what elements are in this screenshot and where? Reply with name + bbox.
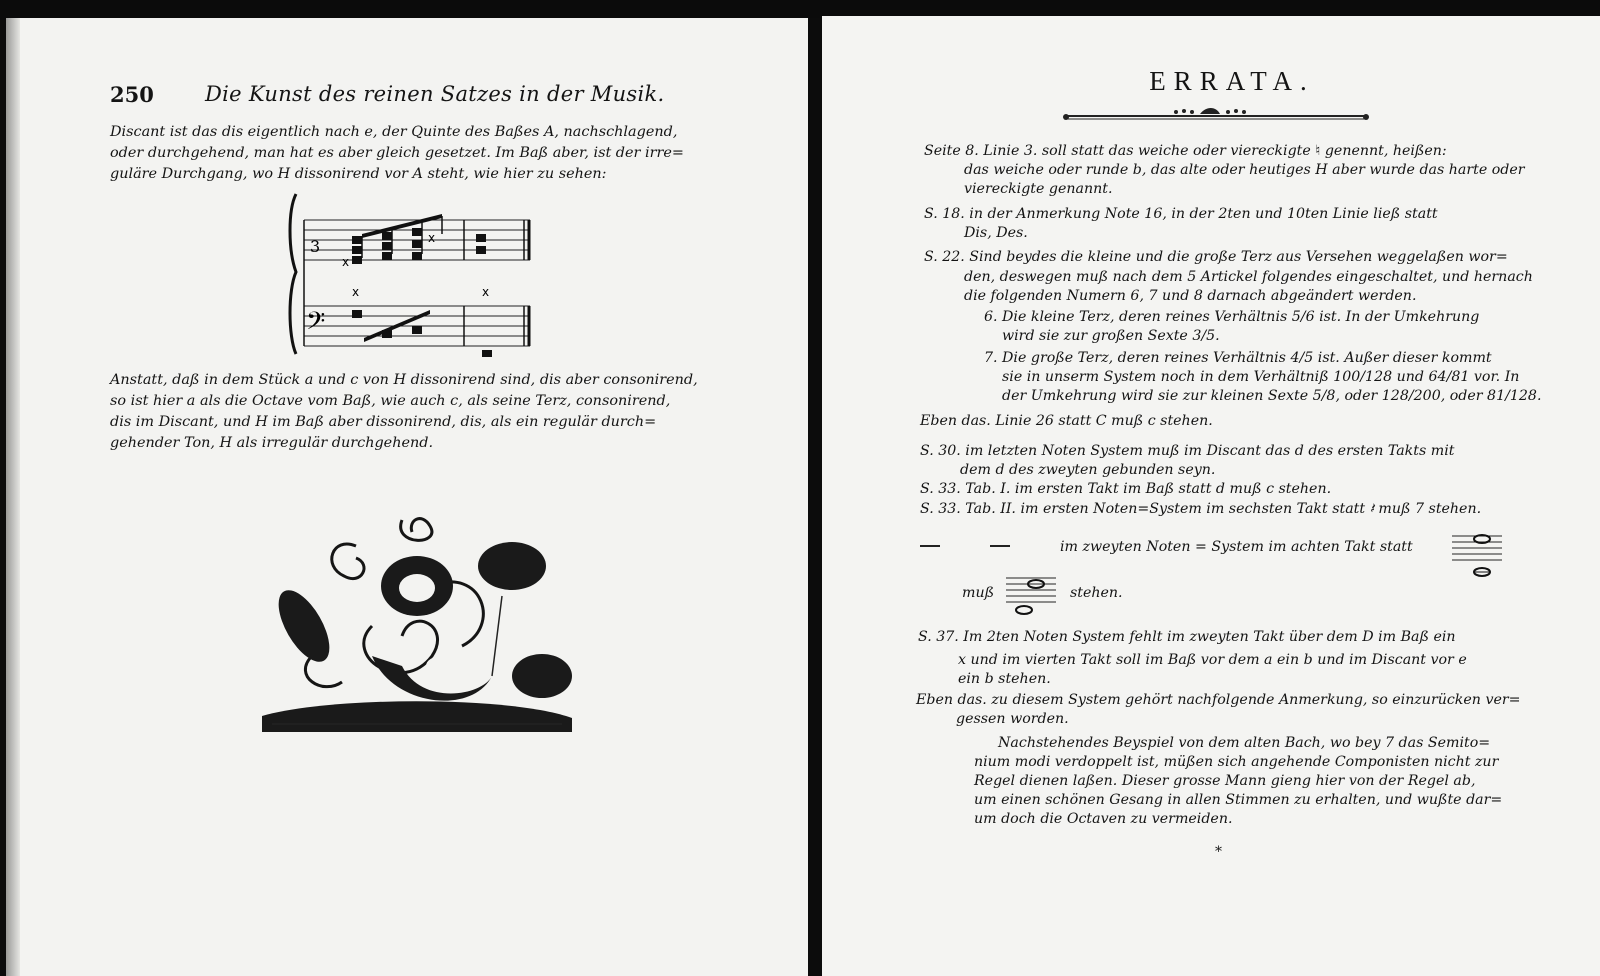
left-paragraph-1 xyxy=(110,122,684,185)
ditto-dash xyxy=(990,545,1010,547)
title-ornament-rule xyxy=(1060,104,1372,124)
errata-line: gessen worden. xyxy=(956,711,1069,727)
errata-line: um einen schönen Gesang in allen Stimmen zu erhalten, und wußte dar= xyxy=(974,792,1503,808)
errata-line: S. 33. Tab. II. im ersten Noten=System im sechsten Takt statt 𝄽 muß 7 stehen. xyxy=(920,501,1482,517)
errata-title: ERRATA. xyxy=(1149,66,1315,96)
book-gutter xyxy=(808,18,822,976)
errata-line: Nachstehendes Beyspiel von dem alten Bach, wo bey 7 das Semito= xyxy=(998,735,1491,751)
errata-line: ein b stehen. xyxy=(958,671,1051,687)
errata-line: S. 30. im letzten Noten System muß im Discant das d des ersten Takts mit xyxy=(920,443,1455,459)
errata-line: Eben das. zu diesem System gehört nachfolgende Anmerkung, so einzurücken ver= xyxy=(916,692,1521,708)
errata-line: S. 37. Im 2ten Noten System fehlt im zweyten Takt über dem D im Baß ein xyxy=(918,629,1456,645)
text-line: dis im Discant, und H im Baß aber dissonirend, dis, als ein regulär durch= xyxy=(110,414,657,430)
errata-line: Regel dienen laßen. Dieser grosse Mann gieng hier von der Regel ab, xyxy=(974,773,1476,789)
text-line: Anstatt, daß in dem Stück a und c von H dissonirend sind, dis aber consonirend, xyxy=(110,372,698,388)
errata-line: wird sie zur großen Sexte 3/5. xyxy=(1002,328,1220,344)
errata-line: dem d des zweyten gebunden seyn. xyxy=(960,462,1216,478)
sharp-mark: x xyxy=(342,255,350,269)
time-signature: 3 xyxy=(310,237,321,256)
errata-line: den, deswegen muß nach dem 5 Artickel folgendes eingeschaltet, und hernach xyxy=(964,269,1533,285)
errata-line: um doch die Octaven zu vermeiden. xyxy=(974,811,1233,827)
running-head xyxy=(110,82,665,114)
errata-line: muß xyxy=(962,585,995,601)
errata-line: Dis, Des. xyxy=(964,225,1028,241)
page-number: 250 xyxy=(110,82,154,107)
errata-line: Eben das. Linie 26 statt C muß c stehen. xyxy=(920,413,1213,429)
errata-line: sie in unserm System noch in dem Verhältniß 100/128 und 64/81 vor. In xyxy=(1002,369,1520,385)
text-line: so ist hier a als die Octave vom Baß, wie auch c, als seine Terz, consonirend, xyxy=(110,393,671,409)
errata-line: x und im vierten Takt soll im Baß vor dem a ein b und im Discant vor e xyxy=(958,652,1467,668)
left-page xyxy=(6,18,808,976)
errata-line: viereckigte genannt. xyxy=(964,181,1113,197)
text-line: gehender Ton, H als irregulär durchgehend. xyxy=(110,435,434,451)
notation-snippet xyxy=(1452,528,1502,578)
sharp-mark: x xyxy=(352,285,360,299)
errata-line: der Umkehrung wird sie zur kleinen Sexte 5/8, oder 128/200, oder 81/128. xyxy=(1002,388,1542,404)
errata-line: S. 18. in der Anmerkung Note 16, in der 2ten und 10ten Linie ließ statt xyxy=(924,206,1438,222)
left-page-edge xyxy=(6,18,20,976)
left-paragraph-2 xyxy=(110,370,698,454)
sharp-mark: x xyxy=(482,285,490,299)
errata-line: das weiche oder runde b, das alte oder heutiges H aber wurde das harte oder xyxy=(964,162,1525,178)
errata-line: stehen. xyxy=(1070,585,1123,601)
errata-line: nium modi verdoppelt ist, müßen sich angehende Componisten nicht zur xyxy=(974,754,1499,770)
text-line: Discant ist das dis eigentlich nach e, der Quinte des Baßes A, nachschlagend, xyxy=(110,124,678,140)
errata-line: 7. Die große Terz, deren reines Verhältnis 4/5 ist. Außer dieser kommt xyxy=(984,350,1492,366)
right-page xyxy=(822,16,1600,976)
errata-line: im zweyten Noten = System im achten Takt statt xyxy=(1060,539,1413,555)
rococo-vignette-ornament xyxy=(252,506,582,742)
notation-snippet xyxy=(1006,572,1056,616)
closing-asterisk: * xyxy=(1215,844,1222,860)
text-line: oder durchgehend, man hat es aber gleich gesetzet. Im Baß aber, ist der irre= xyxy=(110,145,684,161)
errata-line: S. 33. Tab. I. im ersten Takt im Baß statt d muß c stehen. xyxy=(920,481,1332,497)
errata-line: S. 22. Sind beydes die kleine und die große Terz aus Versehen weggelaßen wor= xyxy=(924,249,1508,265)
errata-line: die folgenden Numern 6, 7 und 8 darnach abgeändert werden. xyxy=(964,288,1417,304)
errata-line: 6. Die kleine Terz, deren reines Verhältnis 5/6 ist. In der Umkehrung xyxy=(984,309,1480,325)
errata-line: Seite 8. Linie 3. soll statt das weiche oder viereckigte ♮ genennt, heißen: xyxy=(924,143,1447,159)
sharp-mark: x xyxy=(428,231,436,245)
ditto-dash xyxy=(920,545,940,547)
music-example xyxy=(286,190,538,358)
running-title: Die Kunst des reinen Satzes in der Musik. xyxy=(205,82,665,106)
bass-clef-icon: 𝄢 xyxy=(306,307,326,342)
text-line: guläre Durchgang, wo H dissonirend vor A steht, wie hier zu sehen: xyxy=(110,166,607,182)
system-brace xyxy=(290,194,296,354)
